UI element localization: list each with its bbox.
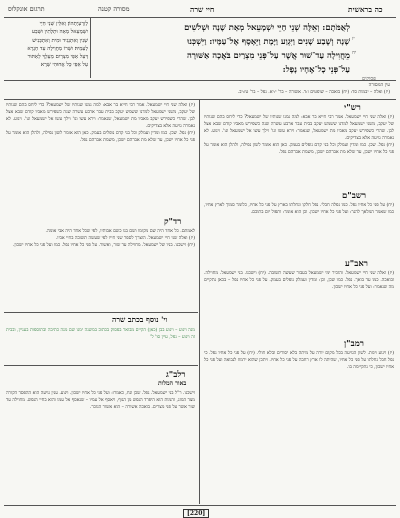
column-divider [90, 18, 91, 78]
masorah-title: מסורה קטנה [98, 5, 130, 13]
rashbam-title: רשב"ם [342, 191, 367, 201]
ralbag-text: וישכנו. ר"ל בני ישמעאל. נפל. שכן ונח, כאמרו: ועל פני כל אחיו ישכון. ויגוע. ענין גויעה הוא ההפסד הקורה מצד המזג, והמות הוא היפרד הנפש מן הגוף, ויאסף אל עמיו – שנאסף אל עמו והוא בחיי הנפש. מחוילה עד שור אשר על פני מצרים. בואכה אשורה – הוא אשור הנזכר. [6, 391, 195, 411]
radak-title: רד"ק [164, 217, 182, 227]
center-divider [199, 100, 200, 504]
onkelos-text: לְזַרְעְיָתְהוֹן׃ וְאִלֵּין שְׁנֵי חַיֵּי יִשְׁמָעֵאל מְאָה וּתְלָתִין וּשְׁבַע שְׁנִין וְאִתְנְגִיד וּמִית וְאִתְכְּנִישׁ לְעַמֵּיהּ׃ וּשְׁרוֹ מֵחֲוִילָה עַד חַגְרָא דְּעַל אַפֵּי מִצְרַיִם מֵעָלָךְ לְאַתּוּר עַל אַפֵּי כָּל אֲחוּהִי שְׁרָא׃ [27, 21, 88, 69]
ralbag-title: רלב"ג [166, 370, 186, 380]
masorah-note: עין המסורה [368, 83, 390, 88]
rashi-text: (יז) ואלה שני חיי ישמעאל. אמר רבי חייא בר אבא: למה נמנו שנותיו של ישמעאל? כדי ליחס בהם שנותיו של יעקב, משני ישמעאל למדנו ששמש יעקב בבית עבר ארבע עשרה שנה כשפירש מאביו קודם שבא אצל לבן. שהרי כשפירש יעקב מאביו מת ישמעאל, שנאמר: וירא עשו וגו' וילך עשו אל ישמעאל וגו'. ויגוע. לא נאמרה גויעה אלא בצדיקים. (יח) נפל. שכן. כמו ומדין ועמלק וכל בני קדם נופלים בעמק. כאן הוא אומר לשון נפילה, ולהלן הוא אומר על פני כל אחיו ישכן, עד שלא מת אברהם ישכן, משמת אברהם נפל. [204, 115, 394, 156]
page-number: [220] [183, 509, 209, 518]
parasha-title: חיי שרה [190, 5, 215, 14]
margin-note: פסוקים [362, 76, 376, 82]
citations-line: (יז) ואלה – יבמות סד: (יח) בואכה – שופטים ו:ד. אשורה – בר' י:יא. נפל – בר' טז:יב. [237, 90, 390, 95]
ibn-ezra-title: ראב"ע [345, 259, 368, 269]
radak-rule [4, 312, 198, 313]
chapter-ref: כה בראשית [348, 5, 383, 14]
torah-rule [4, 80, 396, 81]
citations-rule [4, 99, 396, 100]
radak-text: לאמתם. כל אחד היה שם מקומו ושם בנו כשם אבותיו, לפי שכל אחד היה אבי אומה. (יז) ואלה שני חיי ישמעאל. הוצרך לספר שני חייו לפי שעשה תשובה בחיי אביו. (יח) וישכנו. בניו של ישמעאל. מחוילה עד שור, ואשור. על פני כל אחיו נפל. כמו ועל פני כל אחיו ישכון. [12, 229, 195, 249]
ramban-title: רמב"ן [344, 339, 364, 349]
rashbam-text: (יח) על פני כל אחיו נפל. כמו נפלה חבלי. נפל חלקו ונחלתו בארץ על פני כל אחיו, כלומר סמוך לארץ אחיו, כמו שאמר המלאך להגר: ועל פני כל אחיו ישכון. וכן הוא אומר: ותפול יום בתוכם. [204, 203, 394, 216]
divider-rule [4, 365, 198, 366]
divider-note: מנה ויגוע – ויגוע בבן (כאן) הקיים מבואר בפסוק בכתוב במשנה ימנו שם מנה כתיבה ובתוספות בעניין, ובבית זה ויגוע – נפל, עיין סו' ל' [6, 328, 195, 341]
ralbag-subtitle: באור המלות [158, 380, 187, 387]
onkelos-title: תרגום אונקלוס [8, 5, 45, 13]
divider-title: וי' נוסף בכתב שרה [112, 315, 168, 324]
ramban-text: (יז) ויגוע וימת. לשון הגויעה בכל מקום יורה על מיתה בלא יסורים ובלא חולי. (יח) על פני כל אחיו נפל. כי נפל חבל נחלתו על פני כל אחיו, שהיתה לו ארץ רחבה על פני כל אחיו. ויתכן שהוא ירמוז לנבואה ועל פני כל אחיו ישכון, כי נתקיימה בו. [204, 351, 394, 371]
verse-number-18: יח [352, 50, 357, 56]
ibn-ezra-text: (יז) ואלה שני חיי ישמעאל. והזכיר ימי ישמעאל בעבור שעשה תשובה. (יח) וישכנו. בני ישמעאל. מחוילה. ובואכה. כמו עד בואך. נפל. כמו שכן, וכן: ומדין ועמלק נופלים בעמק. על פני כל אחיו נפל – בכאן נתקיים מה שנאמר: ועל פני כל אחיו ישכון. [204, 271, 394, 291]
page-header [0, 5, 400, 17]
verse-number-17: יז [352, 36, 355, 42]
left-upper-text: (יז) ואלה שני חיי ישמעאל. אמר רבי חייא בר אבא: למה נמנו שנותיו של ישמעאל? כדי ליחס בהם שנותיו של יעקב, משני ישמעאל למדנו ששמש יעקב בבית עבר ארבע עשרה שנה כשפירש מאביו קודם שבא אצל לבן. שהרי כשפירש יעקב מאביו מת ישמעאל, שנאמר: וירא עשו וגו' וילך עשו אל ישמעאל וגו'. ויגוע. לא נאמרה גויעה אלא בצדיקים. (יח) נפל. שכן. כמו ומדין ועמלק וכל בני קדם נופלים בעמק. כאן הוא אומר לשון נפילה, ולהלן הוא אומר על פני כל אחיו ישכן, עד שלא מת אברהם ישכן, משמת אברהם נפל. [6, 103, 195, 144]
torah-text: לְאֻמֹּתָם: וְאֵלֶּה שְׁנֵי חַיֵּי יִשְׁמָעֵאל מְאַת שָׁנָה וּשְׁלֹשִׁים שָׁנָה וְשֶׁבַע שָׁנִים וַיִּגְוַע וַיָּמָת וַיֵּאָסֶף אֶל־עַמָּיו: וַיִּשְׁכְּנוּ מֵחֲוִילָה עַד־שׁוּר אֲשֶׁר עַל־פְּנֵי מִצְרַיִם בֹּאֲכָה אַשּׁוּרָה עַל־פְּנֵי כָל־אֶחָיו נָפָל: [184, 22, 350, 74]
rashi-title: רש"י [344, 103, 361, 113]
footer-rule [4, 505, 396, 506]
header-rule [4, 17, 396, 18]
